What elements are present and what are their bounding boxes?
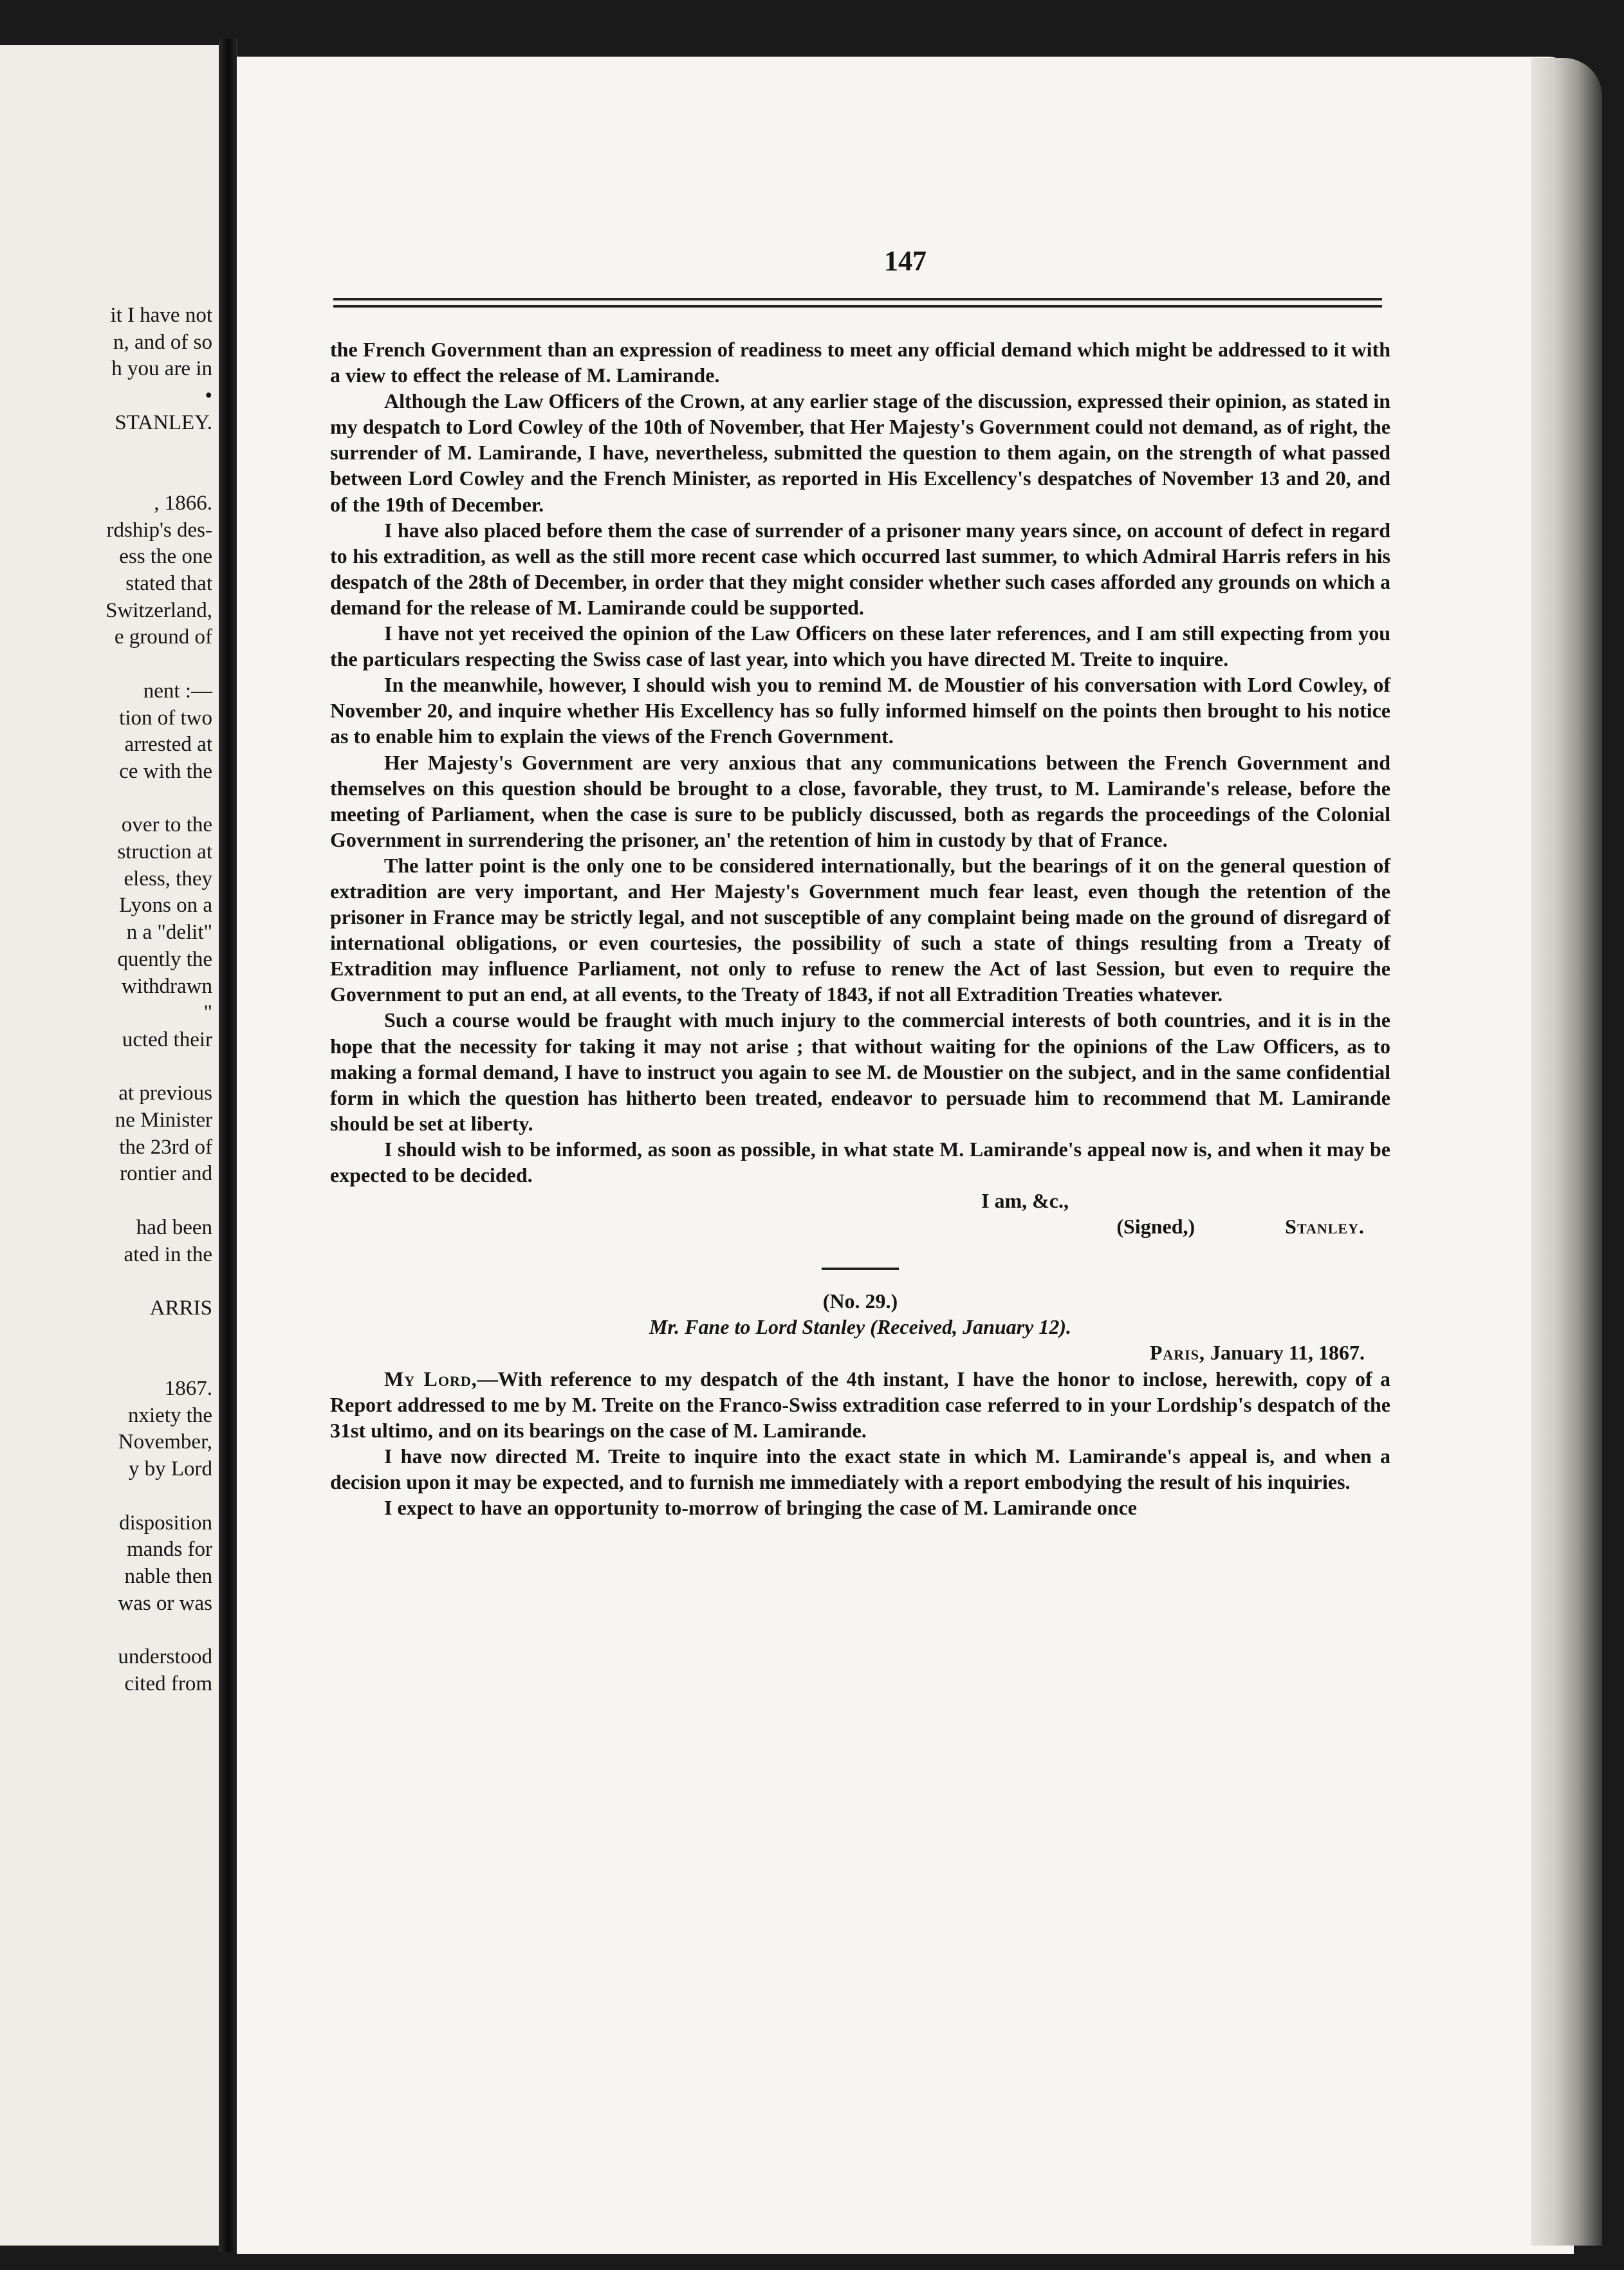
left-page-fragment: Lyons on a [119,894,212,918]
left-page-fragment: n, and of so [113,330,212,354]
book-spine [219,39,238,2252]
left-page-fragment: it I have not [110,304,212,327]
letter-paragraph [330,1366,1390,1443]
letter-number: (No. 29.) [822,1289,898,1313]
dateline [330,1340,1390,1365]
letter-paragraph: Her Majesty's Government are very anxious that any communications between the French Government and themselves on this question should be brought to a close, favorable, they trust, to M. Lamirande's release, before the meeting of Parliament, when the case is sure to be publicly discussed, both as regards the proceedings of the Colonial Government in surrendering the prisoner, an' the retention of him in custody by that of France. [330,750,1390,851]
letter-heading [330,1314,1390,1340]
left-page-edge [0,45,219,2246]
left-page-fragment: n a "delit" [126,921,212,945]
letter-paragraph: I have also placed before them the case of surrender of a prisoner many years since, on account of defect in regard to his extradition, as well as the still more recent case which occurred last summer, to which Admiral Harris refers in his despatch of the 28th of December, in order that they might consider whether such cases afforded any grounds on which a demand for the release of M. Lamirande could be supported. [330,518,1390,619]
salutation-text: —With reference to my despatch of the 4th instant, I have the honor to inclose, herewith, copy of a Report addressed to me by M. Treite on the Franco-Swiss extradition case referred to in your Lordship's despatch of the 31st ultimo, and on its bearings on the case of M. Lamirande. [330,1367,1391,1442]
heading-received: (Received, January 12). [870,1315,1071,1339]
left-page-fragment: nxiety the [127,1403,212,1427]
left-page-fragment: ated in the [124,1242,212,1266]
left-page-fragment: ess the one [119,545,212,569]
left-page-fragment: had been [136,1215,212,1239]
signed-label: (Signed,) [1116,1215,1195,1239]
left-page-fragment: November, [118,1430,212,1454]
left-page-fragment: quently the [117,947,212,971]
letter-paragraph: the French Government than an expression of readiness to meet any official demand which might be addressed to it with a view to effect the release of M. Lamirande. [330,338,1390,387]
signature-name: Stanley. [1285,1215,1365,1239]
left-page-fragment: nent :— [143,679,212,703]
left-page-fragment: disposition [119,1511,212,1535]
document-page [237,57,1574,2254]
letter-paragraph: In the meanwhile, however, I should wish you to remind M. de Moustier of his conversation with Lord Cowley, of November 20, and inquire whether His Excellency has so fully informed himself on the points then brought to his notice as to enable him to explain the views of the French Government. [330,673,1390,748]
left-page-fragment: eless, they [124,867,212,890]
heading-from: Mr. Fane to Lord Stanley [649,1315,865,1339]
left-page-fragment: struction at [117,840,212,863]
salutation: My Lord, [384,1367,477,1390]
left-page-fragment: mands for [127,1538,212,1562]
left-page-fragment: was or was [118,1591,212,1615]
left-page-fragment: nable then [124,1564,212,1588]
left-page-fragment: ARRIS [149,1296,212,1320]
left-page-fragment: over to the [121,813,212,837]
letter-text [330,337,1390,1520]
letter-paragraph: Although the Law Officers of the Crown, at any earlier stage of the discussion, expressed their opinion, as stated in my despatch to Lord Cowley of the 10th of November, that Her Majesty's Government could not demand, as of right, the surrender of M. Lamirande, I have, nevertheless, submitted the question to them again, on the strength of what passed between Lord Cowley and the French Minister, as reported in His Excellency's despatches of November 13 and 20, and of the 19th of December. [330,389,1390,516]
left-page-fragment: e ground of [114,625,212,649]
letter-paragraph: I have not yet received the opinion of the Law Officers on these later references, and I am still expecting from you the particulars respecting the Swiss case of last year, into which you have directed M. Treite to inquire. [330,622,1390,671]
dateline-date: January 11, 1867. [1210,1341,1365,1365]
left-page-fragment: rontier and [120,1162,212,1186]
dateline-place: Paris, [1149,1341,1205,1365]
letter-closing: I am, &c., [981,1189,1069,1213]
left-page-fragment: h you are in [111,357,212,381]
left-page-fragment: Switzerland, [106,598,212,622]
left-page-fragment: 1867. [164,1377,212,1400]
left-page-fragment: ucted their [122,1028,212,1051]
left-page-fragment: STANLEY. [115,411,212,434]
left-page-fragment: y by Lord [128,1457,212,1481]
left-page-fragment: withdrawn [121,974,212,998]
left-page-fragment: rdship's des- [106,518,212,542]
left-page-fragment: stated that [125,572,212,595]
header-rule-bottom [333,305,1382,308]
left-page-fragment: understood [118,1645,212,1668]
left-page-fragment: arrested at [124,733,212,757]
left-page-fragment: the 23rd of [119,1135,212,1159]
letter-paragraph: I expect to have an opportunity to-morrow of bringing the case of M. Lamirande once [384,1496,1137,1520]
left-page-fragment: " [203,1001,212,1025]
header-rule-top [333,298,1382,300]
left-page-fragment: ne Minister [115,1109,212,1132]
letter-paragraph: I should wish to be informed, as soon as possible, in what state M. Lamirande's appeal now is, and when it may be expected to be decided. [330,1137,1390,1186]
page-number: 147 [884,245,927,277]
page-curl-edge [1531,58,1602,2246]
left-page-fragment: cited from [124,1672,212,1695]
left-page-fragment: , 1866. [154,491,212,515]
letter-paragraph: The latter point is the only one to be considered internationally, but the bearings of it on the general question of extradition are very important, and Her Majesty's Government much fear least, even though the retention of the prisoner in France may be strictly legal, and not susceptible of any complaint being made on the ground of disregard of international obligations, or even courtesies, the possibility of such a state of things resulting from a Treaty of Extradition may influence Parliament, not only to refuse to renew the Act of last Session, but even to require the Government to put an end, at all events, to the Treaty of 1843, if not all Extradition Treaties whatever. [330,853,1390,1006]
letter-paragraph: I have now directed M. Treite to inquire into the exact state in which M. Lamirande's appeal is, and when a decision upon it may be expected, and to furnish me immediately with a report embodying the result of his inquiries. [330,1444,1390,1493]
left-page-fragment: tion of two [119,706,212,730]
letter-paragraph: Such a course would be fraught with much injury to the commercial interests of both countries, and it is in the hope that the necessity for taking it may not arise ; that without waiting for the opinions of the Law Officers, as to making a formal demand, I have to instruct you again to see M. de Moustier on the subject, and in the same confidential form in which the question has hitherto been treated, endeavor to persuade him to recommend that M. Lamirande should be set at liberty. [330,1008,1390,1135]
section-divider [822,1268,899,1270]
signature-block [330,1213,1390,1239]
left-page-fragment: at previous [118,1082,212,1105]
left-page-fragment: • [205,384,212,408]
left-page-fragment: ce with the [119,759,212,783]
